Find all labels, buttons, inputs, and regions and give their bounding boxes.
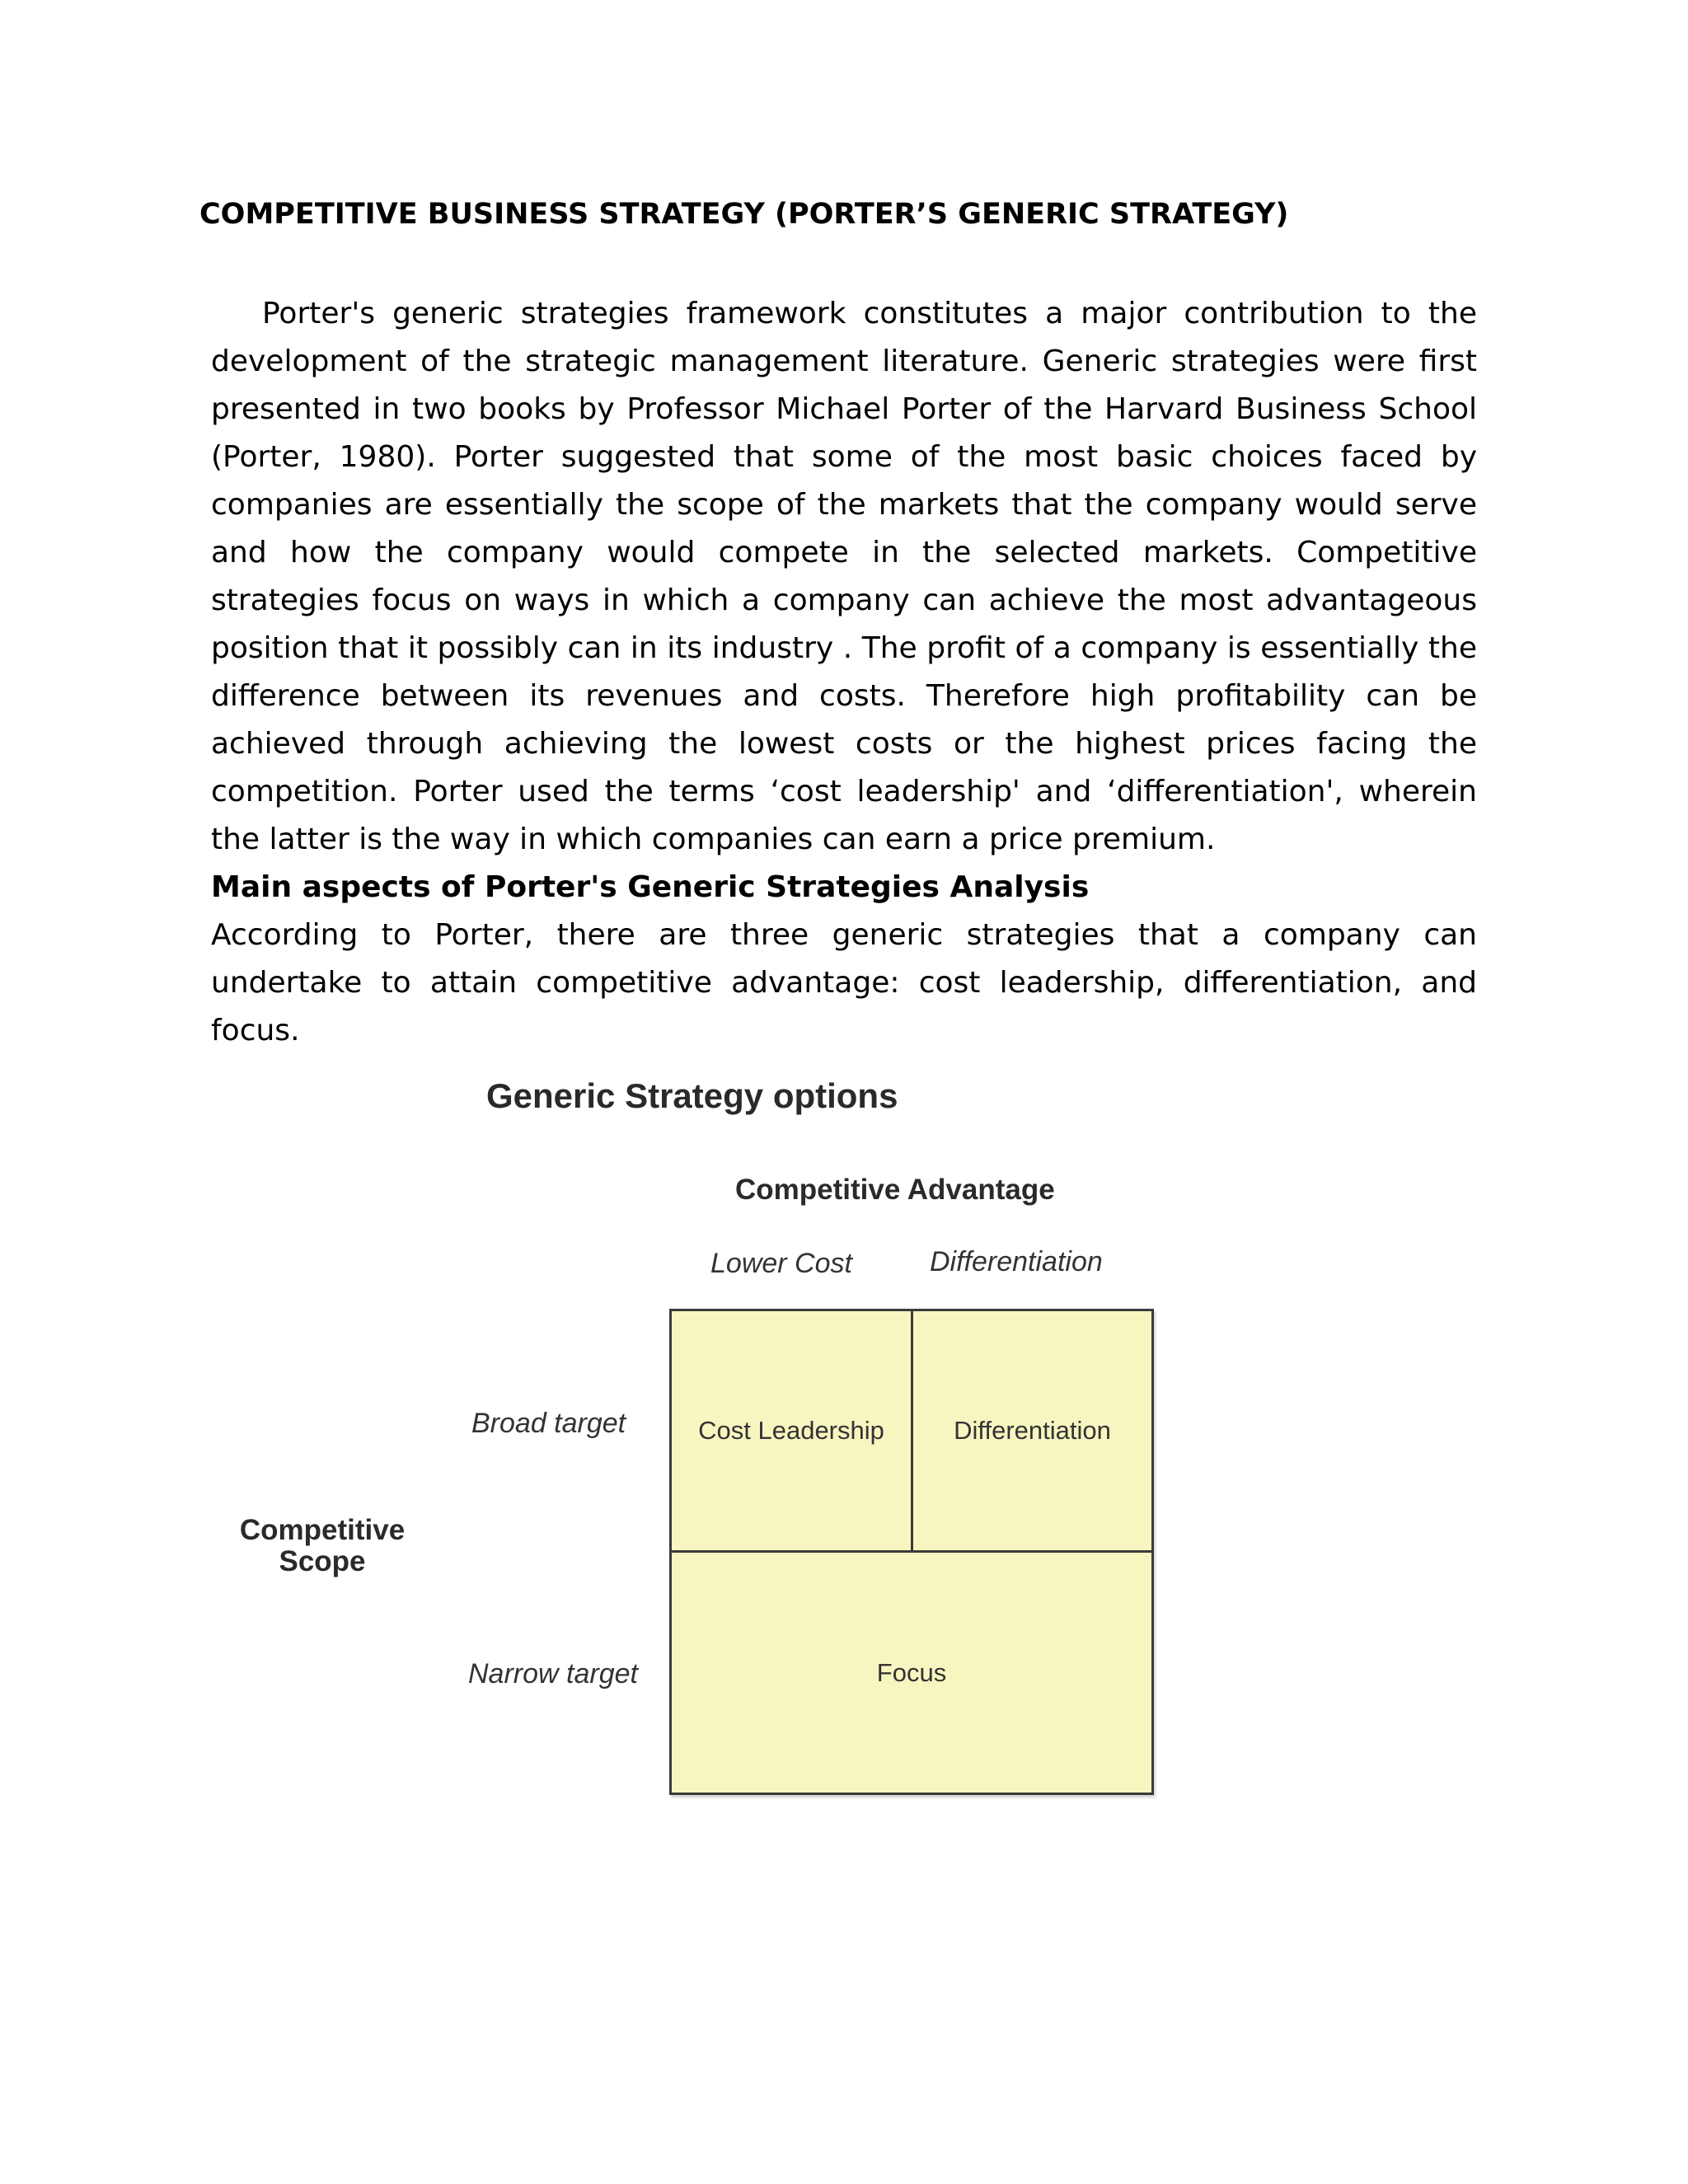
- figure-title: Generic Strategy options: [486, 1076, 898, 1115]
- column-label-differentiation: Differentiation: [930, 1246, 1103, 1277]
- document-title: COMPETITIVE BUSINESS STRATEGY (PORTER’S GENERIC STRATEGY): [199, 198, 1289, 231]
- document-body: [211, 290, 1477, 1055]
- cell-differentiation: Differentiation: [913, 1311, 1151, 1553]
- paragraph-generic-strategies: According to Porter, there are three generic strategies that a company can undertake to attain competitive advantage: cost leadership, differentiation, and focus.: [211, 918, 1477, 1047]
- column-label-lower-cost: Lower Cost: [710, 1248, 852, 1279]
- competitive-scope-label: Competitive Scope: [239, 1514, 406, 1577]
- section-subheading: Main aspects of Porter's Generic Strategies Analysis: [211, 870, 1090, 904]
- row-label-narrow-target: Narrow target: [468, 1658, 638, 1690]
- row-label-broad-target: Broad target: [471, 1408, 626, 1439]
- cell-focus: Focus: [876, 1657, 947, 1687]
- paragraph-intro: Porter's generic strategies framework constitutes a major contribution to the development of the strategic management literature. Generic strategies were first presented in two books by Professor Michael Porter of the Harvard Business School (Porter, 1980). Porter suggested that some of the most basic choices faced by companies are essentially the scope of the markets that the company would serve and how the company would compete in the selected markets. Competitive strategies focus on ways in which a company can achieve the most advantageous position that it possibly can in its industry . The profit of a company is essentially the difference between its revenues and costs. Therefore high profitability can be achieved through achieving the lowest costs or the highest prices facing the competition. Porter used the terms ‘cost leadership' and ‘differentiation', wherein the latter is the way in which companies can earn a price premium.: [211, 297, 1477, 856]
- competitive-advantage-label: Competitive Advantage: [735, 1174, 1055, 1206]
- cell-cost-leadership: Cost Leadership: [672, 1311, 913, 1553]
- strategy-matrix: [669, 1309, 1154, 1795]
